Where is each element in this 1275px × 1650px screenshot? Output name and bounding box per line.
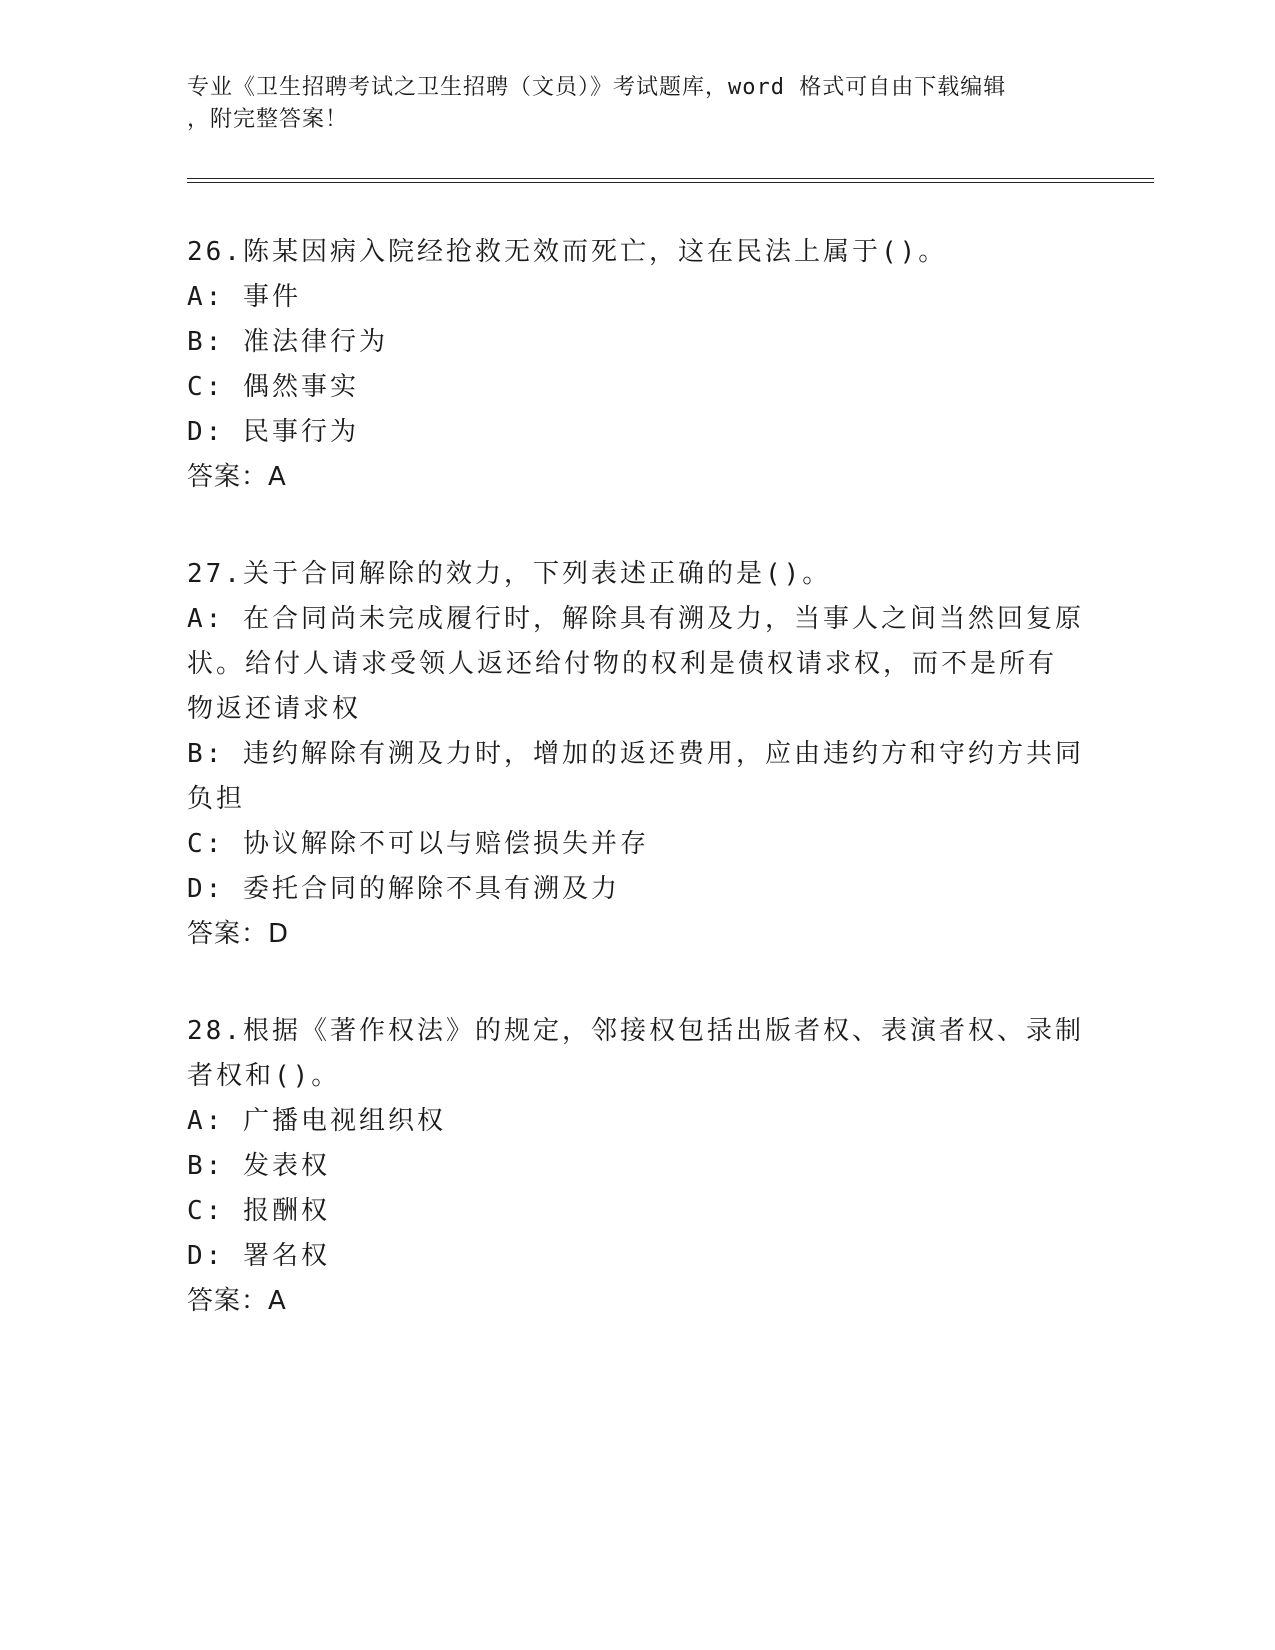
- option-c: C: 协议解除不可以与赔偿损失并存: [187, 829, 649, 859]
- header-line-1: 专业《卫生招聘考试之卫生招聘（文员）》考试题库，word 格式可自由下载编辑: [187, 75, 1007, 100]
- question-stem-line-1: 28.根据《著作权法》的规定，邻接权包括出版者权、表演者权、录制: [187, 1016, 1084, 1046]
- option-b: B: 发表权: [187, 1151, 330, 1181]
- option-c: C: 报酬权: [187, 1196, 330, 1226]
- question-stem-line-2: 者权和()。: [187, 1061, 341, 1091]
- document-header: [187, 72, 1087, 136]
- option-b: B: 准法律行为: [187, 327, 388, 357]
- question-28: [187, 1009, 1087, 1324]
- option-d: D: 署名权: [187, 1241, 330, 1271]
- option-b: [187, 732, 1087, 822]
- option-a: A: 事件: [187, 282, 301, 312]
- answer: 答案：A: [187, 1286, 287, 1316]
- question-stem: 26.陈某因病入院经抢救无效而死亡，这在民法上属于()。: [187, 237, 948, 267]
- question-26: [187, 230, 1087, 500]
- option-c: C: 偶然事实: [187, 372, 359, 402]
- option-b-line-1: B: 违约解除有溯及力时，增加的返还费用，应由违约方和守约方共同: [187, 739, 1084, 769]
- option-a: A: 广播电视组织权: [187, 1106, 446, 1136]
- question-27: [187, 552, 1087, 957]
- header-rule-bottom: [187, 182, 1154, 183]
- answer: 答案：A: [187, 462, 287, 492]
- option-a-line-1: A: 在合同尚未完成履行时，解除具有溯及力，当事人之间当然回复原: [187, 604, 1084, 634]
- question-list: [187, 230, 1087, 1376]
- header-line-2: ，附完整答案！: [187, 107, 349, 132]
- option-d: D: 委托合同的解除不具有溯及力: [187, 874, 620, 904]
- option-a: [187, 597, 1087, 732]
- header-rule-top: [187, 178, 1154, 179]
- option-a-line-2: 状。给付人请求受领人返还给付物的权利是债权请求权，而不是所有: [187, 649, 1058, 679]
- question-stem: 27.关于合同解除的效力，下列表述正确的是()。: [187, 559, 832, 589]
- option-a-line-3: 物返还请求权: [187, 694, 362, 724]
- option-d: D: 民事行为: [187, 417, 359, 447]
- answer: 答案：D: [187, 919, 290, 949]
- option-b-line-2: 负担: [187, 784, 246, 814]
